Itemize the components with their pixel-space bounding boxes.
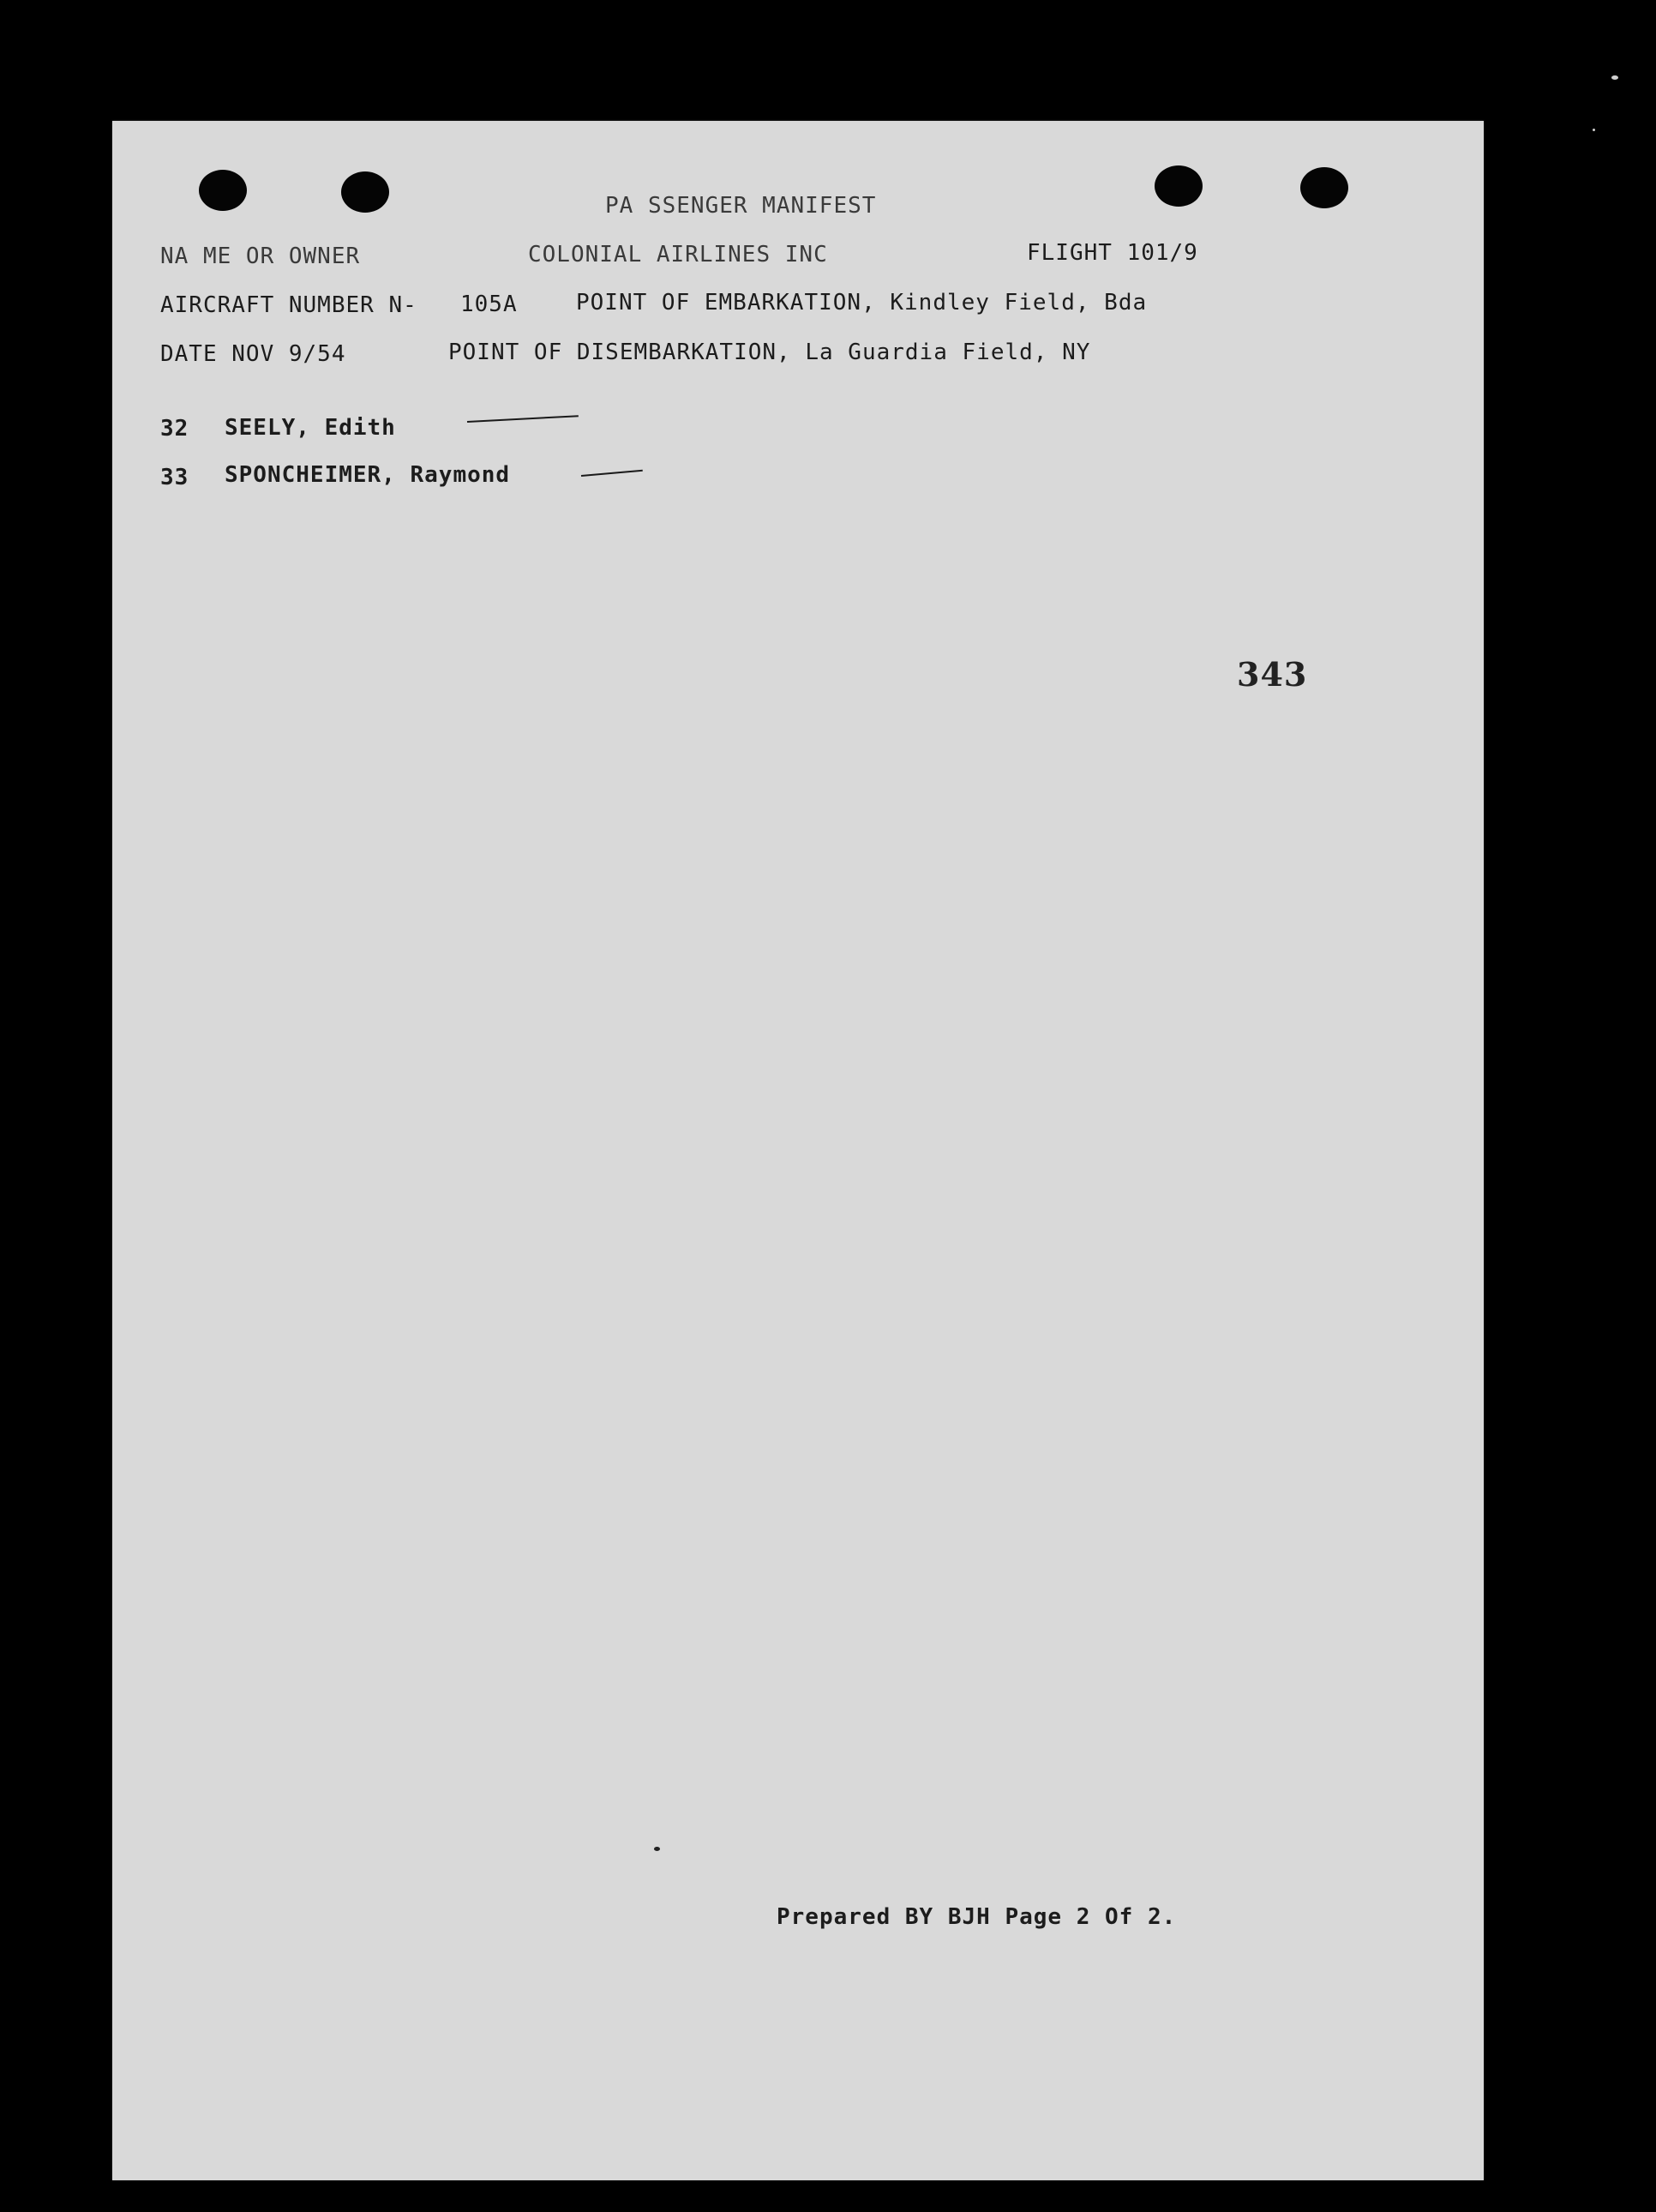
punch-hole xyxy=(1300,167,1348,208)
scan-speck xyxy=(1593,129,1595,131)
punch-hole xyxy=(341,171,389,213)
passenger-number: 33 xyxy=(160,465,189,490)
aircraft-number-value: 105A xyxy=(460,292,518,317)
passenger-entry-line xyxy=(467,415,579,423)
punch-hole xyxy=(199,170,247,211)
flight-number: FLIGHT 101/9 xyxy=(1027,240,1198,266)
manifest-page xyxy=(112,121,1484,2180)
manifest-title: PA SSENGER MANIFEST xyxy=(605,193,877,219)
aircraft-number-label: AIRCRAFT NUMBER N- xyxy=(160,292,417,318)
point-of-embarkation: POINT OF EMBARKATION, Kindley Field, Bda xyxy=(576,290,1148,316)
manifest-date: DATE NOV 9/54 xyxy=(160,341,346,367)
passenger-name: SEELY, Edith xyxy=(225,415,396,441)
point-of-disembarkation: POINT OF DISEMBARKATION, La Guardia Field, NY xyxy=(448,340,1091,365)
passenger-entry-line xyxy=(581,470,643,477)
stamp-number: 343 xyxy=(1237,655,1308,694)
passenger-name: SPONCHEIMER, Raymond xyxy=(225,462,511,488)
punch-hole xyxy=(1155,165,1203,207)
ink-dot xyxy=(654,1847,660,1851)
name-owner-label: NA ME OR OWNER xyxy=(160,243,361,269)
scan-speck xyxy=(1611,75,1618,80)
prepared-by-footer: Prepared BY BJH Page 2 Of 2. xyxy=(777,1904,1177,1930)
owner-value: COLONIAL AIRLINES INC xyxy=(528,242,828,267)
passenger-number: 32 xyxy=(160,416,189,442)
